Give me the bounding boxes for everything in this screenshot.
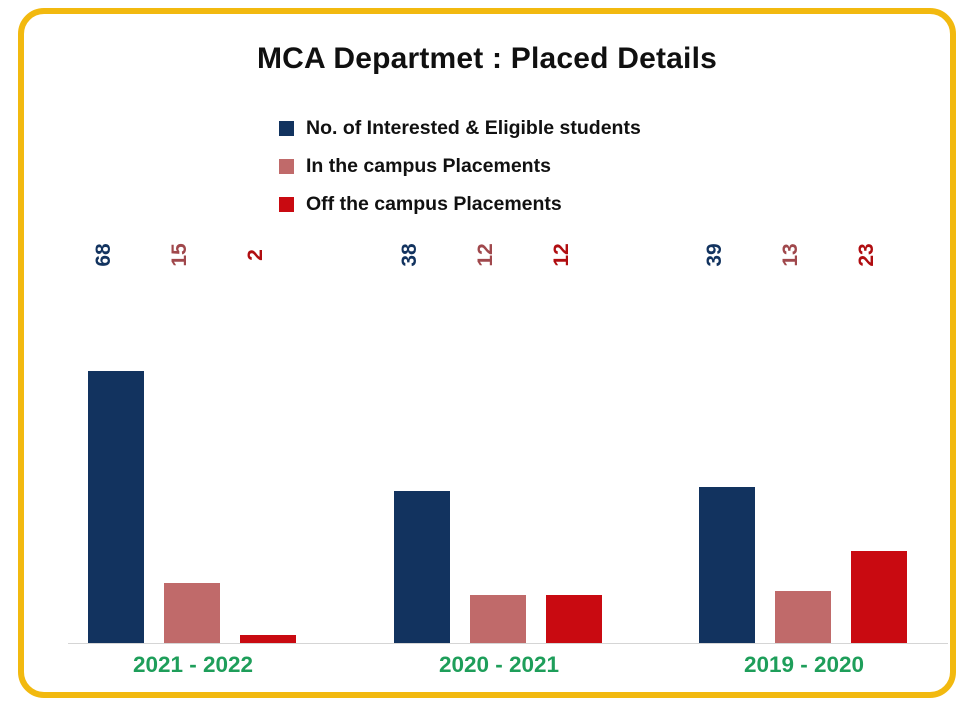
bar-group: [689, 243, 919, 643]
bar-column: [78, 243, 154, 643]
category-axis: [64, 652, 954, 692]
legend-label: In the campus Placements: [306, 154, 551, 177]
bar-column: [230, 249, 306, 643]
legend-item: [279, 185, 839, 223]
bar-column: [841, 243, 917, 643]
bar-column: [384, 243, 460, 643]
bar-value-label: 23: [855, 243, 878, 267]
bar-group: [78, 243, 308, 643]
bar: [775, 591, 831, 643]
bar-column: [460, 243, 536, 643]
legend-item: [279, 147, 839, 185]
bar-column: [154, 243, 230, 643]
plot-area: [64, 243, 954, 644]
bar-value-label: 13: [779, 243, 802, 267]
bar-column: [765, 243, 841, 643]
bar: [851, 551, 907, 643]
bar-value-label: 38: [398, 243, 421, 267]
bar-value-label: 2: [244, 249, 267, 261]
category-label: 2019 - 2020: [743, 652, 865, 677]
category-label: 2021 - 2022: [132, 652, 254, 677]
bar: [88, 371, 144, 643]
legend-label: Off the campus Placements: [306, 192, 562, 215]
chart-card: [18, 8, 956, 698]
bar-column: [536, 243, 612, 643]
legend-swatch-icon: [279, 159, 294, 174]
bar-value-label: 15: [168, 243, 191, 267]
axis-baseline: [68, 643, 948, 644]
legend-label: No. of Interested & Eligible students: [306, 116, 641, 139]
chart-title: MCA Departmet : Placed Details: [256, 42, 717, 75]
legend-swatch-icon: [279, 197, 294, 212]
chart-legend: [279, 109, 839, 223]
bar: [394, 491, 450, 643]
bar-value-label: 39: [703, 243, 726, 267]
bar-column: [689, 243, 765, 643]
legend-item: [279, 109, 839, 147]
bar: [546, 595, 602, 643]
category-label: 2020 - 2021: [438, 652, 560, 677]
bar-group: [384, 243, 614, 643]
bar: [699, 487, 755, 643]
bar: [164, 583, 220, 643]
bar-value-label: 68: [92, 243, 115, 267]
legend-swatch-icon: [279, 121, 294, 136]
bar-value-label: 12: [474, 243, 497, 267]
bar: [470, 595, 526, 643]
bar: [240, 635, 296, 643]
bar-value-label: 12: [550, 243, 573, 267]
